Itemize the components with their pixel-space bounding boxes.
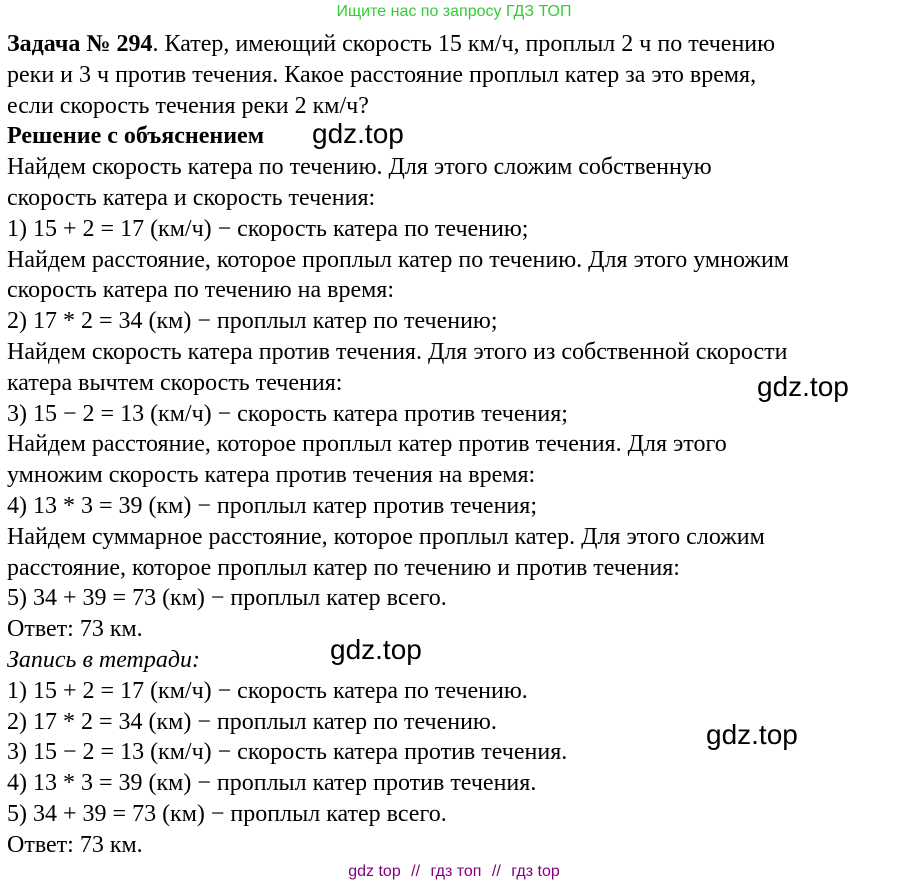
watermark: gdz.top [706,719,798,750]
solution-line: Найдем скорость катера против течения. Для этого из собственной скорости [7,338,788,365]
solution-line: расстояние, которое проплыл катер по течению и против течения: [7,554,680,581]
task-statement-line-2: реки и 3 ч против течения. Какое расстояние проплыл катер за это время, [7,61,757,88]
footer-link-gdz-top-mixed[interactable]: гдз top [511,863,560,880]
footer-link-gdz-top-ru[interactable]: гдз топ [430,863,482,880]
task-number-label: Задача № 294 [7,31,153,57]
notebook-step-1: 1) 15 + 2 = 17 (км/ч) − скорость катера по течению. [7,677,528,704]
solution-step-5: 5) 34 + 39 = 73 (км) − проплыл катер всего. [7,585,447,612]
notebook-step-4: 4) 13 * 3 = 39 (км) − проплыл катер против течения. [7,770,537,797]
solution-line: Найдем скорость катера по течению. Для этого сложим собственную [7,154,712,181]
watermark: gdz.top [330,634,422,665]
footer-links [0,862,908,882]
solution-heading: Решение с объяснением [7,123,265,150]
solution-line: Найдем суммарное расстояние, которое проплыл катер. Для этого сложим [7,523,765,550]
notebook-heading: Запись в тетради: [7,646,201,673]
notebook-answer: Ответ: 73 км. [7,831,143,858]
watermark: gdz.top [312,118,404,149]
notebook-step-2: 2) 17 * 2 = 34 (км) − проплыл катер по течению. [7,708,497,735]
solution-step-3: 3) 15 − 2 = 13 (км/ч) − скорость катера против течения; [7,400,568,427]
footer-separator: // [491,863,501,880]
solution-line: Найдем расстояние, которое проплыл катер против течения. Для этого [7,431,727,458]
solution-line: умножим скорость катера против течения на время: [7,462,536,489]
notebook-step-3: 3) 15 − 2 = 13 (км/ч) − скорость катера против течения. [7,739,568,766]
solution-line: скорость катера по течению на время: [7,277,394,304]
footer-link-gdz-top[interactable]: gdz top [348,863,401,880]
solution-step-2: 2) 17 * 2 = 34 (км) − проплыл катер по течению; [7,308,498,335]
solution-line: Найдем расстояние, которое проплыл катер по течению. Для этого умножим [7,246,789,273]
solution-line: скорость катера и скорость течения: [7,184,376,211]
footer-separator: // [411,863,421,880]
watermark: gdz.top [757,371,849,402]
task-statement-line-1 [7,29,902,60]
solution-answer: Ответ: 73 км. [7,616,143,643]
task-statement-text: . Катер, имеющий скорость 15 км/ч, проплыл 2 ч по течению [152,31,776,57]
notebook-step-5: 5) 34 + 39 = 73 (км) − проплыл катер всего. [7,800,447,827]
solution-line: катера вычтем скорость течения: [7,369,343,396]
task-statement-line-3: если скорость течения реки 2 км/ч? [7,92,369,119]
top-banner: Ищите нас по запросу ГДЗ ТОП [336,3,572,20]
solution-step-1: 1) 15 + 2 = 17 (км/ч) − скорость катера по течению; [7,215,529,242]
solution-step-4: 4) 13 * 3 = 39 (км) − проплыл катер против течения; [7,492,537,519]
